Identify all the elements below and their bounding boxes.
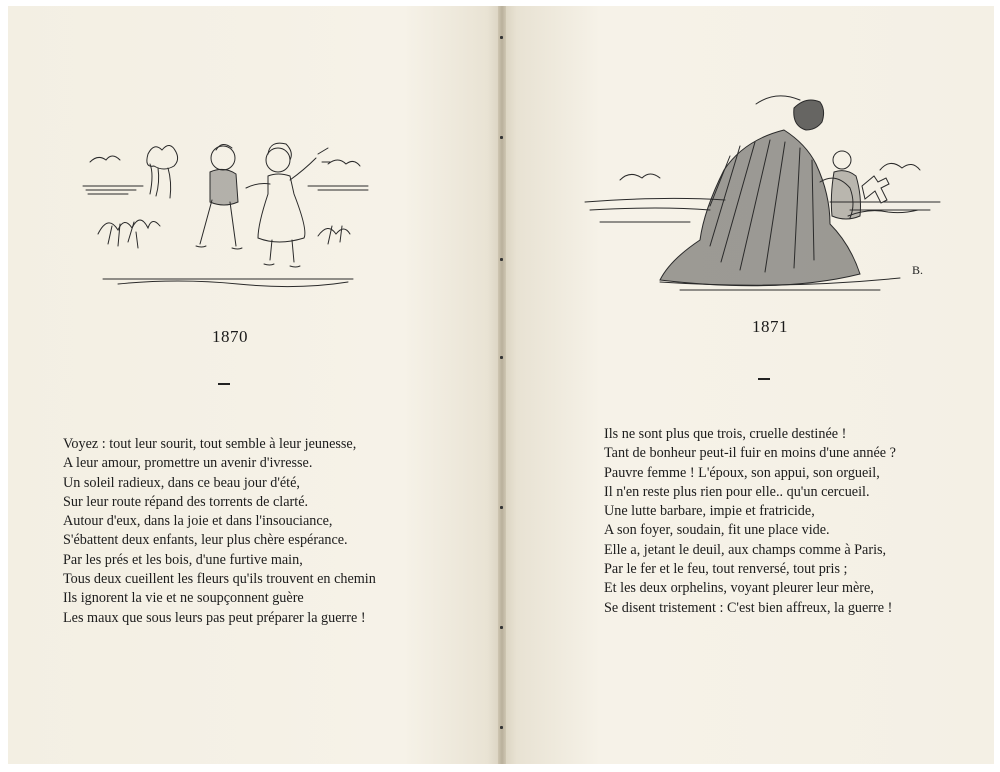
- poem-line: Les maux que sous leurs pas peut préparer la guerre !: [63, 609, 366, 626]
- poem-line: Une lutte barbare, impie et fratricide,: [604, 503, 815, 520]
- binding-stitch: [500, 626, 503, 629]
- poem-line: Et les deux orphelins, voyant pleurer leur mère,: [604, 580, 874, 597]
- year-heading-1870: 1870: [212, 327, 248, 346]
- poem-line: Ils ignorent la vie et ne soupçonnent guère: [63, 590, 304, 607]
- artist-signature: B.: [912, 263, 924, 277]
- poem-line: A leur amour, promettre un avenir d'ivresse.: [63, 455, 313, 472]
- separator-dash: [218, 383, 230, 385]
- left-page: [8, 6, 502, 764]
- poem-line: Tant de bonheur peut-il fuir en moins d'une année ?: [604, 445, 896, 462]
- poem-line: A son foyer, soudain, fit une place vide.: [604, 522, 830, 539]
- poem-line: S'ébattent deux enfants, leur plus chère espérance.: [63, 532, 348, 549]
- poem-line: Il n'en reste plus rien pour elle.. qu'un cercueil.: [604, 483, 870, 500]
- children-playing-illustration: [78, 124, 378, 299]
- poem-line: Par le fer et le feu, tout renversé, tout pris ;: [604, 561, 848, 578]
- book-gutter: [498, 6, 506, 764]
- poem-line: Voyez : tout leur sourit, tout semble à leur jeunesse,: [63, 436, 357, 452]
- binding-stitch: [500, 356, 503, 359]
- poem-line: Se disent tristement : C'est bien affreux, la guerre !: [604, 599, 893, 616]
- poem-line: Ils ne sont plus que trois, cruelle destinée !: [604, 426, 847, 442]
- poem-line: Autour d'eux, dans la joie et dans l'insouciance,: [63, 513, 333, 530]
- poem-line: Sur leur route répand des torrents de clarté.: [63, 493, 309, 510]
- poem-line: Pauvre femme ! L'époux, son appui, son orgueil,: [604, 464, 880, 481]
- poem-line: Tous deux cueillent les fleurs qu'ils trouvent en chemin: [63, 571, 376, 588]
- poem-line: Par les prés et les bois, d'une furtive main,: [63, 551, 303, 568]
- binding-stitch: [500, 506, 503, 509]
- separator-dash: [758, 378, 770, 380]
- binding-stitch: [500, 726, 503, 729]
- open-book: [8, 6, 994, 764]
- poem-line: Un soleil radieux, dans ce beau jour d'été,: [63, 474, 300, 491]
- poem-1871: [604, 425, 896, 618]
- binding-stitch: [500, 258, 503, 261]
- mourning-family-illustration: [580, 86, 952, 301]
- year-heading-1871: 1871: [752, 317, 788, 336]
- poem-line: Elle a, jetant le deuil, aux champs comme à Paris,: [604, 541, 887, 558]
- poem-1870: [63, 435, 376, 628]
- binding-stitch: [500, 36, 503, 39]
- right-page: [502, 6, 994, 764]
- binding-stitch: [500, 136, 503, 139]
